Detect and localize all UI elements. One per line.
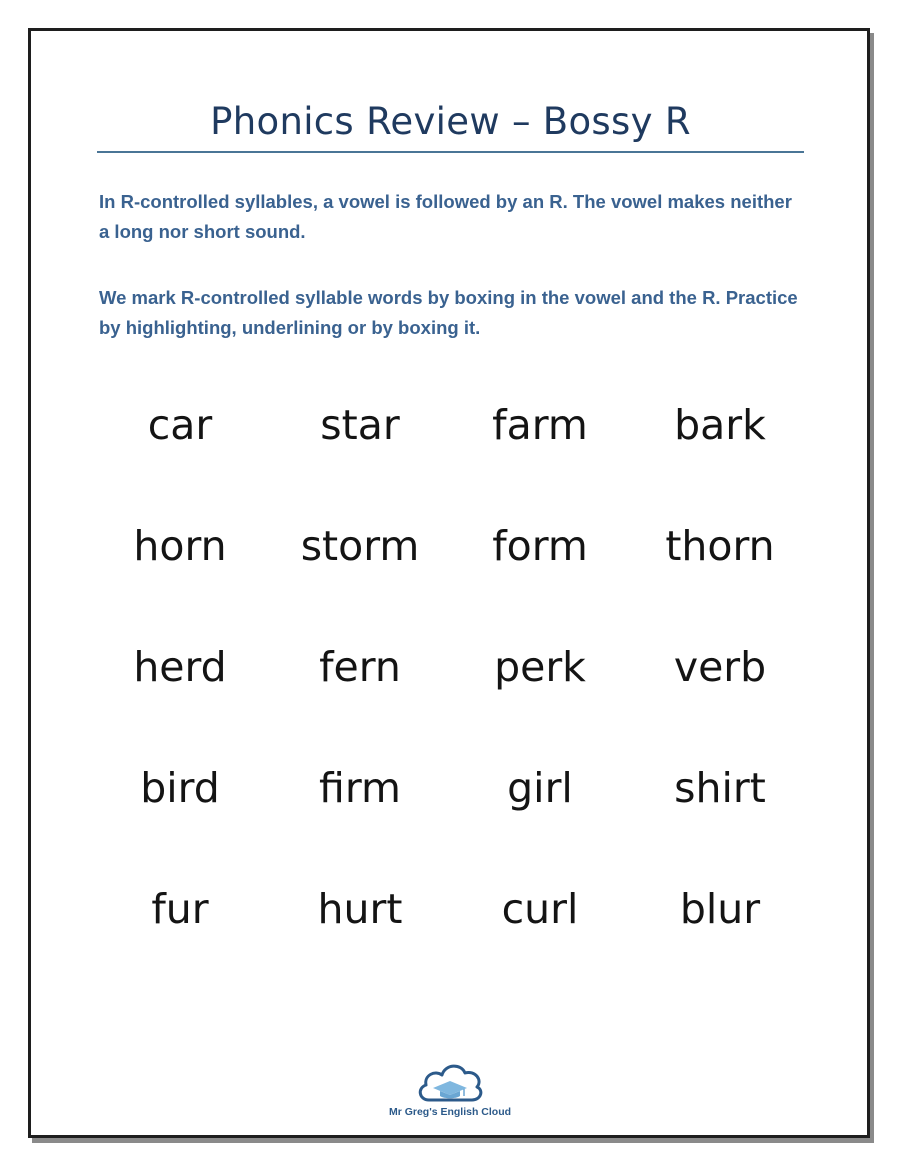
- word-item: verb: [673, 643, 767, 691]
- title-divider: [97, 151, 804, 153]
- page-title: Phonics Review – Bossy R: [210, 100, 691, 143]
- intro-paragraph: In R-controlled syllables, a vowel is followed by an R. The vowel makes neither a long nor short sound.: [99, 191, 792, 242]
- logo-text: Mr Greg's English Cloud: [388, 1106, 512, 1118]
- word-item: storm: [300, 522, 420, 570]
- word-item: fur: [151, 885, 209, 933]
- word-item: bird: [140, 764, 220, 812]
- word-item: blur: [679, 885, 761, 933]
- word-item: star: [320, 401, 400, 449]
- brand-logo: [380, 1058, 520, 1118]
- word-item: thorn: [665, 522, 775, 570]
- word-item: herd: [133, 643, 227, 691]
- word-item: farm: [492, 401, 588, 449]
- word-grid: [90, 395, 810, 1000]
- word-item: form: [492, 522, 588, 570]
- word-item: fern: [319, 643, 401, 691]
- word-item: horn: [133, 522, 227, 570]
- word-item: perk: [494, 643, 586, 691]
- word-item: hurt: [317, 885, 403, 933]
- word-item: girl: [507, 764, 573, 812]
- word-item: firm: [319, 764, 401, 812]
- word-item: shirt: [674, 764, 766, 812]
- word-item: car: [147, 401, 213, 449]
- cloud-graduation-cap-icon: [415, 1058, 485, 1104]
- word-item: curl: [501, 885, 579, 933]
- instructions-paragraph: We mark R-controlled syllable words by boxing in the vowel and the R. Practice by highlighting, underlining or by boxing it.: [99, 287, 798, 338]
- word-item: bark: [674, 401, 766, 449]
